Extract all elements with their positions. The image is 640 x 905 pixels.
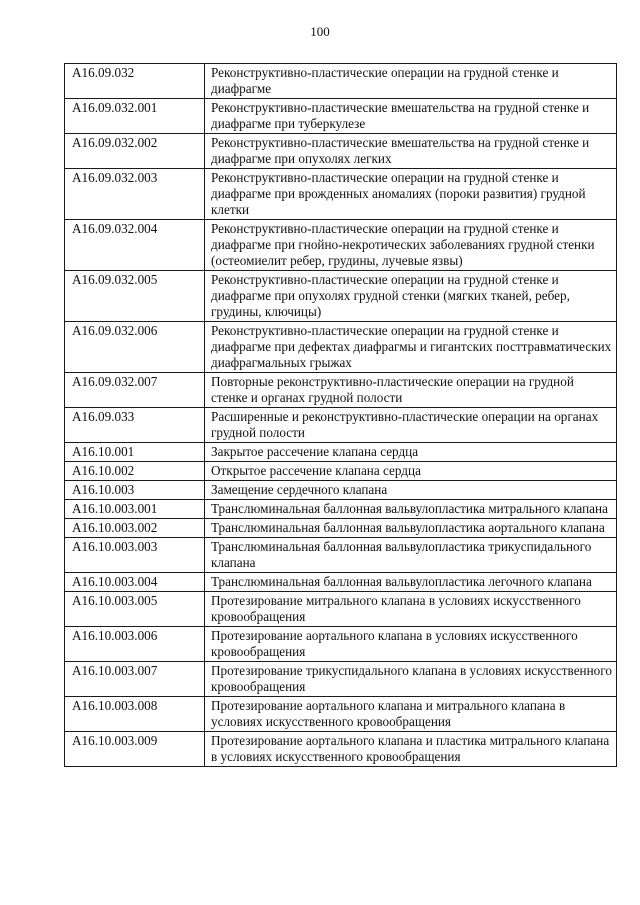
procedure-code: A16.09.032.002 (65, 134, 205, 169)
procedure-code: A16.10.003.009 (65, 732, 205, 767)
procedure-name: Транслюминальная баллонная вальвулопластика митрального клапана (205, 500, 617, 519)
table-row (65, 169, 617, 220)
procedure-code: A16.10.003.006 (65, 627, 205, 662)
procedure-name: Реконструктивно-пластические операции на грудной стенке и диафрагме при опухолях грудной стенки (мягких тканей, ребер, грудины, ключицы) (205, 271, 617, 322)
procedure-name: Транслюминальная баллонная вальвулопластика легочного клапана (205, 573, 617, 592)
table-row (65, 697, 617, 732)
procedure-name: Расширенные и реконструктивно-пластические операции на органах грудной полости (205, 408, 617, 443)
table-row (65, 322, 617, 373)
procedure-name: Реконструктивно-пластические операции на грудной стенке и диафрагме (205, 64, 617, 99)
table-row (65, 64, 617, 99)
procedure-code: A16.10.003.004 (65, 573, 205, 592)
procedure-code: A16.09.032.003 (65, 169, 205, 220)
table-row (65, 481, 617, 500)
table-row (65, 271, 617, 322)
table-row (65, 220, 617, 271)
table-row (65, 408, 617, 443)
procedure-code: A16.10.003.008 (65, 697, 205, 732)
table-row (65, 662, 617, 697)
procedure-name: Закрытое рассечение клапана сердца (205, 443, 617, 462)
table-row (65, 443, 617, 462)
procedure-name: Протезирование аортального клапана и митрального клапана в условиях искусственного кровообращения (205, 697, 617, 732)
procedure-code: A16.09.032.004 (65, 220, 205, 271)
procedure-code: A16.10.003.002 (65, 519, 205, 538)
procedure-code: A16.09.033 (65, 408, 205, 443)
procedure-name: Транслюминальная баллонная вальвулопластика аортального клапана (205, 519, 617, 538)
table-row (65, 500, 617, 519)
procedure-name: Повторные реконструктивно-пластические операции на грудной стенке и органах грудной полости (205, 373, 617, 408)
procedure-code: A16.10.003.001 (65, 500, 205, 519)
procedure-codes-table (64, 63, 617, 767)
table-row (65, 462, 617, 481)
table-row (65, 732, 617, 767)
procedure-code: A16.09.032.007 (65, 373, 205, 408)
procedure-name: Реконструктивно-пластические операции на грудной стенке и диафрагме при гнойно-некротических заболеваниях грудной стенки (остеомиелит ребер, грудины, лучевые язвы) (205, 220, 617, 271)
procedure-code: A16.10.003 (65, 481, 205, 500)
table-row (65, 573, 617, 592)
procedure-code: A16.09.032.006 (65, 322, 205, 373)
procedure-name: Реконструктивно-пластические операции на грудной стенке и диафрагме при врожденных аномалиях (пороки развития) грудной клетки (205, 169, 617, 220)
table-body (65, 64, 617, 767)
procedure-code: A16.10.003.005 (65, 592, 205, 627)
procedure-name: Открытое рассечение клапана сердца (205, 462, 617, 481)
procedure-name: Реконструктивно-пластические операции на грудной стенке и диафрагме при дефектах диафрагмы и гигантских посттравматических диафрагмальных грыжах (205, 322, 617, 373)
page-number: 100 (310, 24, 330, 39)
procedure-name: Протезирование митрального клапана в условиях искусственного кровообращения (205, 592, 617, 627)
procedure-code: A16.10.002 (65, 462, 205, 481)
procedure-name: Протезирование трикуспидального клапана в условиях искусственного кровообращения (205, 662, 617, 697)
procedure-code: A16.09.032.005 (65, 271, 205, 322)
procedure-name: Протезирование аортального клапана в условиях искусственного кровообращения (205, 627, 617, 662)
procedure-name: Реконструктивно-пластические вмешательства на грудной стенке и диафрагме при туберкулезе (205, 99, 617, 134)
procedure-code: A16.10.003.007 (65, 662, 205, 697)
table-row (65, 538, 617, 573)
procedure-name: Реконструктивно-пластические вмешательства на грудной стенке и диафрагме при опухолях легких (205, 134, 617, 169)
procedure-name: Транслюминальная баллонная вальвулопластика трикуспидального клапана (205, 538, 617, 573)
table-row (65, 627, 617, 662)
table-row (65, 519, 617, 538)
procedure-code: A16.10.003.003 (65, 538, 205, 573)
table-row (65, 373, 617, 408)
procedure-code: A16.09.032.001 (65, 99, 205, 134)
table-row (65, 99, 617, 134)
procedure-name: Замещение сердечного клапана (205, 481, 617, 500)
procedure-code: A16.09.032 (65, 64, 205, 99)
procedure-name: Протезирование аортального клапана и пластика митрального клапана в условиях искусственного кровообращения (205, 732, 617, 767)
table-row (65, 592, 617, 627)
procedure-code: A16.10.001 (65, 443, 205, 462)
table-row (65, 134, 617, 169)
